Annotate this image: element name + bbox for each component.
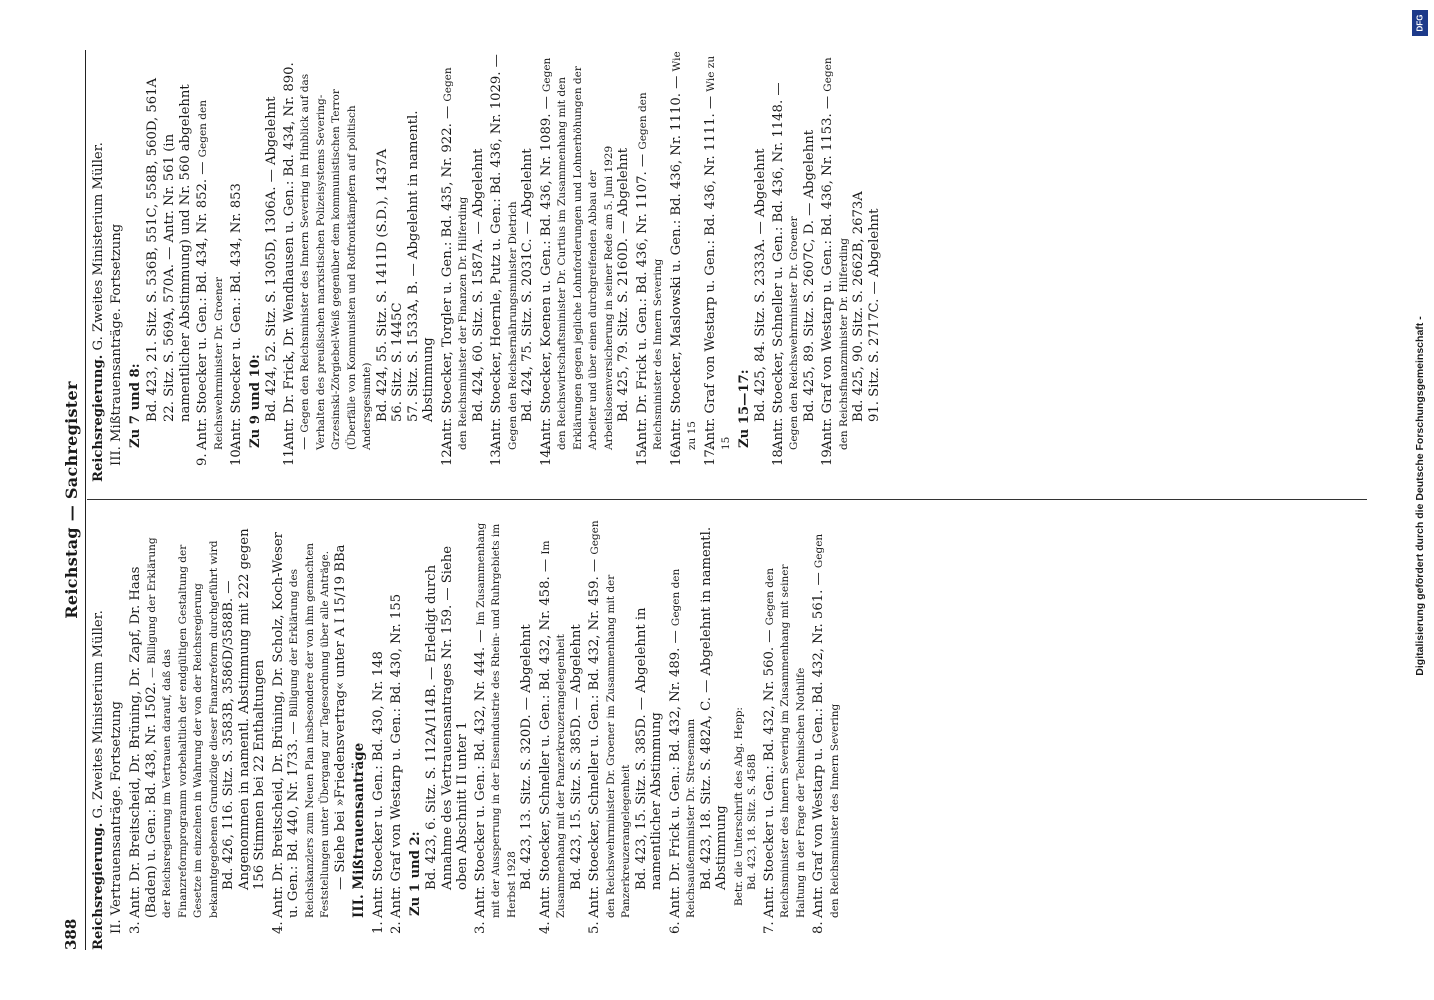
index-entry	[587, 518, 665, 950]
left-column	[91, 518, 1369, 950]
entry-number: 10.	[229, 445, 244, 466]
entry-reference: Bd. 425, 79. Sitz. S. 2160D. — Abgelehnt	[616, 147, 631, 422]
entry-number: 4.	[270, 921, 286, 934]
index-entry	[128, 518, 268, 950]
right-entries-c	[771, 50, 883, 482]
entry-number: 3.	[128, 921, 143, 934]
entry-text: Antr. Stoecker u. Gen.: Bd. 434, Nr. 852. —	[195, 161, 210, 450]
left-entries-III	[371, 518, 405, 950]
entry-text: Antr. Stoecker, Schneller u. Gen.: Bd. 432, Nr. 458. —	[537, 558, 553, 918]
running-head	[63, 50, 86, 950]
refs-zu-7-8	[145, 50, 194, 482]
entry-reference: 57. Sitz. S. 1533A, B. — Abgelehnt in namentl. Abstimmung	[405, 110, 436, 422]
entry-reference: Bd. 424, 75. Sitz. S. 2031C. — Abgelehnt	[520, 148, 535, 422]
index-entry	[669, 50, 700, 482]
rotated-page	[57, 40, 1377, 960]
index-entry	[195, 50, 226, 482]
entry-reference: Bd. 423, 18. Sitz. S. 482A, C. — Abgelehnt in namentl. Abstimmung	[698, 526, 729, 890]
entry-text: Antr. Graf von Westarp u. Gen.: Bd. 436, Nr. 1111. —	[702, 95, 718, 450]
entry-number: 4.	[537, 921, 553, 934]
entry-text: Antr. Dr. Breitscheid, Dr. Brüning, Dr. Zapf, Dr. Haas (Baden) u. Gen.: Bd. 438, Nr. 1502.	[128, 566, 159, 918]
entry-reference: Bd. 425, 90. Sitz. S. 2662B, 2673A	[851, 191, 866, 422]
entry-number: 15.	[634, 445, 650, 466]
entry-number: 7.	[761, 921, 777, 934]
entry-note: Gegen den Reichswehrminister Dr. Groener im Zusammenhang mit der Panzerkreuzerangelegenheit	[589, 520, 632, 918]
digitization-note	[1410, 10, 1430, 990]
column-divider	[87, 499, 1367, 500]
entry-reference: Bd. 423, 13. Sitz. S. 320D. — Abgelehnt	[519, 624, 534, 890]
left-section-heading: Reichsregierung. G. Zweites Ministerium Müller.	[91, 610, 106, 950]
index-entry	[668, 518, 730, 950]
index-entry	[771, 50, 818, 482]
entry-text: Antr. Stoecker u. Gen.: Bd. 434, Nr. 853	[229, 183, 244, 450]
sub-heading-zu-1-2: Zu 1 und 2:	[407, 831, 423, 916]
entry-note: Gegen den Reichsminister des Innern Severing	[813, 533, 841, 918]
entry-text: Antr. Stoecker, Hoernle, Putz u. Gen.: Bd. 436, Nr. 1029. —	[489, 54, 504, 450]
entry-reference: Bd. 426, 116. Sitz. S. 3583B, 3586D/3588B. — Angenommen in namentl. Abstimmung mit 222 gegen 156 Stimmen bei 22 Enthaltungen	[221, 528, 267, 890]
entry-note: Gegen den Reichsminister des Innern Severing im Hinblick auf das Verhalten des preußischen marxistischen Polizeisystems Severing-Grzesinski-Zörgiebel-Weiß gegenüber dem kommunistischen Terror (Überfälle von Kommunisten und Rotfrontkämpfern auf politisch Andersgesinnte)	[299, 73, 373, 450]
entry-text: Antr. Stoecker, Torgler u. Gen.: Bd. 435, Nr. 922. —	[439, 105, 455, 450]
entry-note: Gegen den Reichsfinanzminister Dr. Hilferding	[822, 57, 850, 450]
entry-number: 17.	[702, 445, 718, 466]
entry-reference: Bd. 424, 55. Sitz. S. 1411D (S.D.), 1437A	[374, 148, 390, 422]
refs-zu-9-10	[264, 50, 280, 482]
entry-reference: Bd. 423, 15. Sitz. S. 385D. — Abgelehnt	[568, 624, 584, 890]
sub-heading-zu-9-10: Zu 9 und 10:	[247, 354, 263, 448]
reference-line: Bd. 424, 52. Sitz. S. 1305D, 1306A. — Abgelehnt	[264, 96, 279, 422]
entry-text: Antr. Dr. Breitscheid, Dr. Brüning, Dr. Scholz, Koch-Weser u. Gen.: Bd. 440, Nr. 1733. —	[270, 532, 301, 918]
index-entry	[762, 518, 809, 950]
entry-reference: 56. Sitz. S. 1445C	[390, 302, 405, 422]
entry-text: Antr. Graf von Westarp u. Gen.: Bd. 430, Nr. 155	[389, 593, 404, 918]
entry-number: 13.	[489, 445, 504, 466]
entry-note: Gegen den Reichsminister der Finanzen Dr. Hilferding	[441, 67, 469, 450]
index-entry	[473, 518, 535, 950]
entry-text: Antr. Dr. Frick u. Gen.: Bd. 436, Nr. 1107. —	[634, 153, 650, 450]
entry-reference: Bd. 423, 15. Sitz. S. 385D. — Abgelehnt in namentlicher Abstimmung	[633, 607, 664, 890]
reference-line: Bd. 425, 84. Sitz. S. 2333A. — Abgelehnt	[753, 148, 768, 422]
entry-number: 16.	[668, 445, 684, 466]
entry-note: Gegen den Reichswehrminister Dr. Groener	[788, 216, 800, 450]
left-entries-III-b	[473, 518, 730, 950]
entry-text: Antr. Stoecker u. Gen.: Bd. 432, Nr. 444. —	[472, 629, 488, 918]
index-entry	[820, 50, 882, 482]
right-entries-a	[195, 50, 245, 482]
entry-text: Antr. Dr. Frick, Dr. Wendhausen u. Gen.: Bd. 434, Nr. 890. —	[281, 62, 312, 450]
entry-text: Antr. Graf von Westarp u. Gen.: Bd. 432, Nr. 561. —	[811, 572, 826, 918]
entry-number: 6.	[667, 921, 683, 934]
entry-note: Wie zu 15	[704, 55, 732, 450]
right-column	[91, 50, 1369, 482]
sub-heading-zu-15-17: Zu 15—17:	[736, 369, 752, 448]
entry-reference: — Siehe bei »Friedensvertrag« unter A I 15/19 BBa	[332, 544, 348, 890]
entry-note: Gegen den Reichswehrminister Dr. Groener	[197, 100, 225, 450]
entry-note: Gegen den Reichsernährungsminister Dietrich	[506, 201, 519, 450]
left-entries-III-c	[762, 518, 843, 950]
entry-text: Antr. Graf von Westarp u. Gen.: Bd. 436, Nr. 1153. —	[820, 95, 835, 450]
entry-reference: Bd. 425, 89. Sitz. S. 2607C, D. — Abgelehnt	[801, 129, 817, 422]
entry-text: Antr. Stoecker, Schneller u. Gen.: Bd. 432, Nr. 459. —	[587, 558, 602, 918]
entry-text: Antr. Stoecker u. Gen.: Bd. 432, Nr. 560. —	[761, 629, 777, 918]
dfg-logo-icon: DFG	[1412, 10, 1428, 36]
section-mistrauensantraege: III. Mißtrauensanträge	[351, 742, 367, 918]
index-entry	[703, 50, 734, 482]
index-entry	[371, 518, 387, 950]
entry-number: 8.	[811, 921, 826, 934]
reference-line: Bd. 423, 21. Sitz. S. 536B, 551C, 558B, 560D, 561A	[144, 77, 160, 422]
index-entry	[440, 50, 487, 482]
page-number: 388	[62, 918, 80, 950]
reference-line: Bd. 423, 6. Sitz. S. 112A/114B. — Erledigt durch Annahme des Vertrauensantrages Nr. 159. — Siehe oben Abschnitt II unter 1	[424, 545, 470, 890]
right-entries-b	[282, 50, 734, 482]
entry-text: Antr. Stoecker u. Gen.: Bd. 430, Nr. 148	[370, 651, 386, 918]
entry-number: 1.	[370, 921, 386, 934]
entry-reference: 91. Sitz. S. 2717C. — Abgelehnt	[866, 208, 882, 422]
digitization-note-text: Digitalisierung gefördert durch die Deutsche Forschungsgemeinschaft -	[1414, 316, 1426, 676]
index-entry	[538, 518, 585, 950]
right-section-heading: Reichsregierung. G. Zweites Ministerium Müller.	[91, 142, 106, 482]
refs-zu-1-2	[424, 518, 471, 950]
entry-note: Im Zusammenhang mit der Aussperrung in der Eisenindustrie des Rhein- und Ruhrgebiets im Herbst 1928	[474, 522, 518, 918]
index-entry	[271, 518, 349, 950]
entry-text: Antr. Stoecker, Schneller u. Gen.: Bd. 436, Nr. 1148. —	[770, 82, 786, 450]
entry-note: — Billigung der Erklärung der Reichsregierung im Vertrauen darauf, daß das Finanzreformprogramm vorbehaltlich der endgültigen Gestaltung der Gesetze im einzelnen in Wahrung der von der Reichsregierung bekanntgegebenen Grundzüge dieser Finanzreform durchgeführt wird	[145, 537, 220, 918]
entry-reference: Bd. 424, 60. Sitz. S. 1587A. — Abgelehnt	[470, 148, 486, 422]
index-entry	[282, 50, 437, 482]
entry-text: Antr. Dr. Frick u. Gen.: Bd. 432, Nr. 489. —	[667, 630, 683, 918]
entry-note: Wie zu 15	[670, 51, 698, 450]
entry-number: 11.	[281, 445, 297, 466]
index-entry	[229, 50, 245, 482]
left-entries-before	[128, 518, 348, 950]
right-sub-heading: III. Mißtrauensanträge. Fortsetzung	[108, 223, 124, 466]
entry-number: 2.	[389, 921, 404, 934]
entry-number: 3.	[472, 921, 488, 934]
sub-heading-zu-7-8: Zu 7 und 8:	[128, 363, 143, 448]
index-entry	[811, 518, 842, 950]
left-sub-heading: II. Vertrauensanträge. Fortsetzung	[108, 701, 124, 934]
index-entry	[489, 50, 536, 482]
index-entry	[539, 50, 632, 482]
refs-zu-15-17	[753, 50, 769, 482]
entry-note: Gegen den Reichsminister des Innern Severing im Zusammenhang mit seiner Haltung in der Frage der Technischen Nothilfe	[763, 564, 807, 918]
entry-note: Im Zusammenhang mit der Panzerkreuzerangelegenheit	[539, 540, 567, 918]
entry-number: 19.	[820, 445, 835, 466]
entry-text: Antr. Stoecker, Maslowski u. Gen.: Bd. 436, Nr. 1110. —	[668, 75, 684, 450]
entry-note: Gegen den Reichsminister des Innern Severing	[636, 92, 664, 450]
entry-number: 18.	[770, 445, 786, 466]
entry-text: Antr. Stoecker, Koenen u. Gen.: Bd. 436, Nr. 1089. —	[538, 96, 554, 450]
entry-note: Billigung der Erklärung des Reichskanzlers zum Neuen Plan insbesondere der von ihm gemachten Feststellungen unter Übergang zur Tagesordnung über alle Anträge.	[288, 542, 331, 918]
entry-note: Gegen den Reichsaußenminister Dr. Stresemann	[669, 568, 697, 918]
index-entry	[635, 50, 666, 482]
entry-note: Gegen den Reichswirtschaftsminister Dr. Curtius im Zusammenhang mit den Erklärungen gegen jegliche Lohnforderungen und Lohnerhöhungen der Arbeiter und über einen durchgreifenden Abbau der Arbeitslosenversicherung in seiner Rede am 5. Juni 1929	[540, 57, 615, 450]
entry-number: 5.	[587, 921, 602, 934]
index-entry	[389, 518, 405, 950]
hepp-ref: Bd. 423, 18. Sitz. S. 458B	[745, 753, 758, 890]
page-title: Reichstag — Sachregister	[62, 381, 81, 619]
entry-number: 12.	[439, 445, 455, 466]
reference-line: 22. Sitz. S. 569A, 570A. — Antr. Nr. 561 (in namentlicher Abstimmung) und Nr. 560 abgelehnt	[162, 84, 193, 422]
entry-number: 9.	[195, 453, 210, 466]
hepp-note: Betr. die Unterschrift des Abg. Hepp:	[732, 707, 745, 906]
entry-number: 14.	[538, 445, 554, 466]
